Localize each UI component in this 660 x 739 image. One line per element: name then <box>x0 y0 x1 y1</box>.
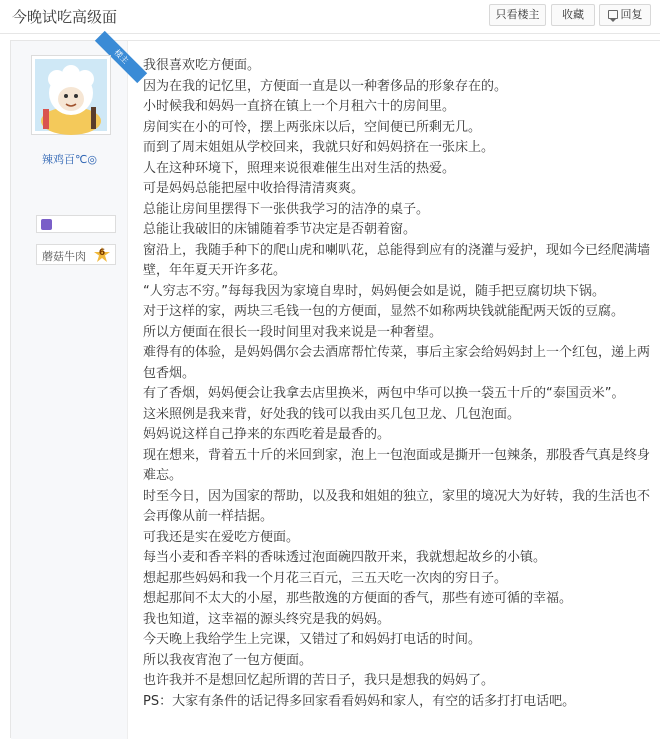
post-paragraph: 妈妈说这样自己挣来的东西吃着是最香的。 <box>143 427 391 442</box>
post-paragraph: 因为在我的记忆里，方便面一直是以一种奢侈品的形象存在的。 <box>143 78 508 94</box>
post-paragraph: 窗沿上，我随手种下的爬山虎和喇叭花，总能得到应有的浇灌与爱护，现如今已经爬满墙壁，年年夏天开许多花。 <box>143 242 651 278</box>
post-paragraph: 也许我并不是想回忆起所谓的苦日子，我只是想我的妈妈了。 <box>143 673 495 688</box>
post-paragraph: 对于这样的家，两块三毛钱一包的方便面，显然不如称两块钱就能配两天饭的豆腐。 <box>143 304 625 319</box>
post-paragraph: 我很喜欢吃方便面。 <box>143 58 261 73</box>
favorite-button[interactable]: 收藏 <box>551 4 595 26</box>
post-paragraph: 我也知道，这幸福的源头终究是我的妈妈。 <box>143 611 391 627</box>
post-paragraph: 可我还是实在爱吃方便面。 <box>143 529 300 545</box>
post-paragraph: 想起那间不太大的小屋，那些散逸的方便面的香气，那些有迹可循的幸福。 <box>143 591 573 606</box>
post-paragraph: 难得有的体验，是妈妈偶尔会去酒席帮忙传菜，事后主家会给妈妈封上一个红包，递上两包香烟。 <box>143 345 651 381</box>
level-name: 蘑菇牛肉 <box>42 250 86 263</box>
post-paragraph: 可是妈妈总能把屋中收拾得清清爽爽。 <box>143 181 365 196</box>
thread-header <box>0 0 660 34</box>
level-badge[interactable] <box>36 244 116 265</box>
post <box>10 40 660 738</box>
post-paragraph: 这米照例是我来背，好处我的钱可以我由买几包卫龙、几包泡面。 <box>143 406 521 422</box>
post-paragraph: 想起那些妈妈和我一个月花三百元，三五天吃一次肉的穷日子。 <box>143 570 508 586</box>
post-paragraph: PS：大家有条件的话记得多回家看看妈妈和家人，有空的话多打打电话吧。 <box>143 693 576 709</box>
member-badge[interactable] <box>36 215 116 233</box>
post-paragraph: 总能让房间里摆得下一张供我学习的洁净的桌子。 <box>143 201 430 217</box>
reply-button[interactable] <box>599 4 651 26</box>
reply-button-label: 回复 <box>620 8 643 21</box>
post-paragraph: 房间实在小的可怜，摆上两张床以后，空间便已所剩无几。 <box>143 119 482 135</box>
thread-title: 今晚试吃高级面 <box>12 8 118 26</box>
avatar-image <box>35 59 107 131</box>
avatar[interactable] <box>31 55 111 135</box>
post-paragraph: 所以我夜宵泡了一包方便面。 <box>143 652 313 668</box>
post-paragraph: “人穷志不穷。”每每我因为家境自卑时，妈妈便会如是说，随手把豆腐切块下锅。 <box>143 283 605 299</box>
post-paragraph: 人在这种环境下，照理来说很难催生出对生活的热爱。 <box>143 160 456 176</box>
post-paragraph: 今天晚上我给学生上完课，又错过了和妈妈打电话的时间。 <box>143 632 482 647</box>
member-icon <box>41 219 52 230</box>
author-panel <box>11 41 131 739</box>
post-paragraph: 每当小麦和香辛料的香味透过泡面碗四散开来，我就想起故乡的小镇。 <box>143 550 547 565</box>
post-paragraph: 而到了周末姐姐从学校回来，我就只好和妈妈挤在一张床上。 <box>143 140 495 155</box>
post-paragraph: 所以方便面在很长一段时间里对我来说是一种奢望。 <box>143 324 443 340</box>
post-paragraph: 有了香烟，妈妈便会让我拿去店里换米，两包中华可以换一袋五十斤的“泰国贡米”。 <box>143 386 625 401</box>
only-author-button[interactable]: 只看楼主 <box>489 4 546 26</box>
level-number: 6 <box>98 248 106 258</box>
author-username[interactable]: 辣鸡百℃◎ <box>42 153 97 166</box>
post-content <box>143 56 651 712</box>
post-paragraph: 现在想来，背着五十斤的米回到家，泡上一包泡面或是撕开一包辣条，那股香气真是终身难忘。 <box>143 447 651 483</box>
post-paragraph: 总能让我破旧的床铺随着季节决定是否朝着窗。 <box>143 222 417 237</box>
post-paragraph: 小时候我和妈妈一直挤在镇上一个月租六十的房间里。 <box>143 99 456 114</box>
post-paragraph: 时至今日，因为国家的帮助，以及我和姐姐的独立，家里的境况大为好转，我的生活也不会再像从前一样拮据。 <box>143 488 651 524</box>
author-badge-label: 楼主 <box>95 31 147 83</box>
reply-icon <box>608 10 618 19</box>
